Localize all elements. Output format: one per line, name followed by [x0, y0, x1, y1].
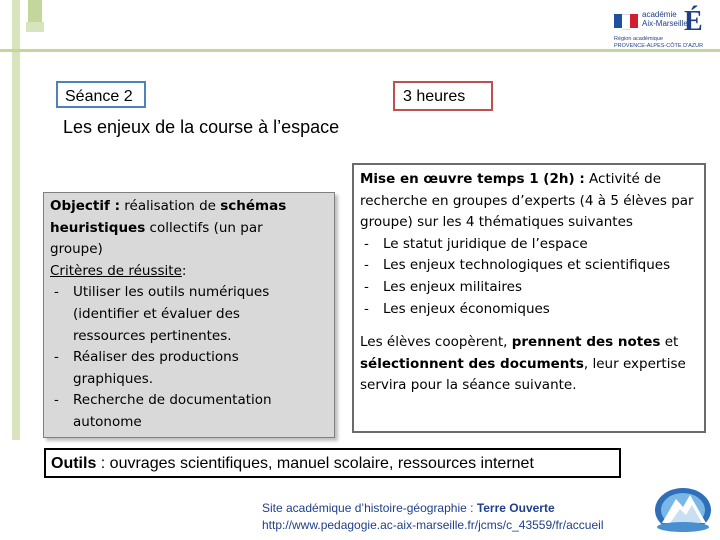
mise-bold: sélectionnent des documents [360, 355, 584, 372]
outils-panel [44, 448, 621, 478]
duration-label: 3 heures [393, 81, 493, 111]
mise-paragraph [360, 169, 700, 234]
flag-icon [614, 14, 622, 28]
logo-region-text [614, 36, 703, 50]
mise-text: et [660, 334, 679, 351]
criteres-label: Critères de réussite [50, 262, 182, 279]
objectif-content [50, 196, 310, 434]
criteres-heading [50, 261, 310, 283]
objectif-label: Objectif : [50, 198, 120, 214]
page-title: Les enjeux de la course à l’espace [63, 117, 340, 137]
mise-paragraph-2 [360, 332, 700, 397]
list-item: - Réaliser des productions graphiques. [50, 347, 310, 390]
list-item: - Les enjeux économiques [360, 299, 700, 321]
seance-label: Séance 2 [56, 81, 146, 108]
objectif-paragraph [50, 196, 310, 261]
decorative-bar [12, 0, 20, 440]
list-item: - Le statut juridique de l’espace [360, 234, 700, 256]
mise-en-oeuvre-content [360, 169, 700, 397]
footer-site-name: Terre Ouverte [476, 501, 555, 515]
criteres-colon: : [181, 262, 187, 279]
logo-academie-text [642, 10, 688, 28]
footer-url[interactable]: http://www.pedagogie.ac-aix-marseille.fr/jcms/c_43559/fr/accueil [262, 518, 604, 532]
logo-line: Aix-Marseille [642, 19, 688, 28]
logo-line: PROVENCE-ALPES-CÔTE D'AZUR [614, 43, 704, 49]
list-item: - Recherche de documentation autonome [50, 390, 310, 433]
mise-bold: prennent des notes [511, 334, 661, 351]
footer-text: Site académique d’histoire-géographie : [262, 501, 477, 515]
list-item: - Utiliser les outils numériques (identifier et évaluer des ressources pertinentes. [50, 282, 310, 347]
footer [262, 500, 603, 534]
academie-logo [612, 6, 708, 52]
mise-text: , leur expertise servira pour la séance suivante. [360, 355, 686, 394]
logo-line: académie [642, 10, 677, 19]
logo-letter: É [684, 6, 703, 37]
decorative-bar [26, 22, 44, 32]
list-item: - Les enjeux technologiques et scientifiques [360, 255, 700, 277]
outils-label: Outils [51, 455, 97, 472]
objectif-text: collectifs (un par groupe) [50, 219, 263, 258]
footer-site-line [262, 500, 603, 517]
criteres-list [50, 282, 310, 433]
mise-label: Mise en œuvre temps 1 (2h) : [360, 171, 585, 187]
list-item: - Les enjeux militaires [360, 277, 700, 299]
thematiques-list [360, 234, 700, 320]
mise-text: Les élèves coopèrent, [360, 334, 512, 351]
decorative-bar [28, 0, 42, 22]
objectif-bold: schémas heuristiques [50, 198, 287, 236]
outils-text: : ouvrages scientifiques, manuel scolaire, ressources internet [96, 455, 534, 472]
flag-icon-white [622, 14, 630, 30]
objectif-text: réalisation de [119, 198, 221, 214]
terre-ouverte-logo-icon [652, 483, 714, 533]
flag-icon-red [630, 14, 638, 28]
mise-text: Activité de recherche en groupes d’experts (4 à 5 élèves par groupe) sur les 4 thématiques suivantes [360, 171, 694, 231]
logo-line: Région académique [614, 36, 663, 42]
spacer [360, 320, 700, 332]
